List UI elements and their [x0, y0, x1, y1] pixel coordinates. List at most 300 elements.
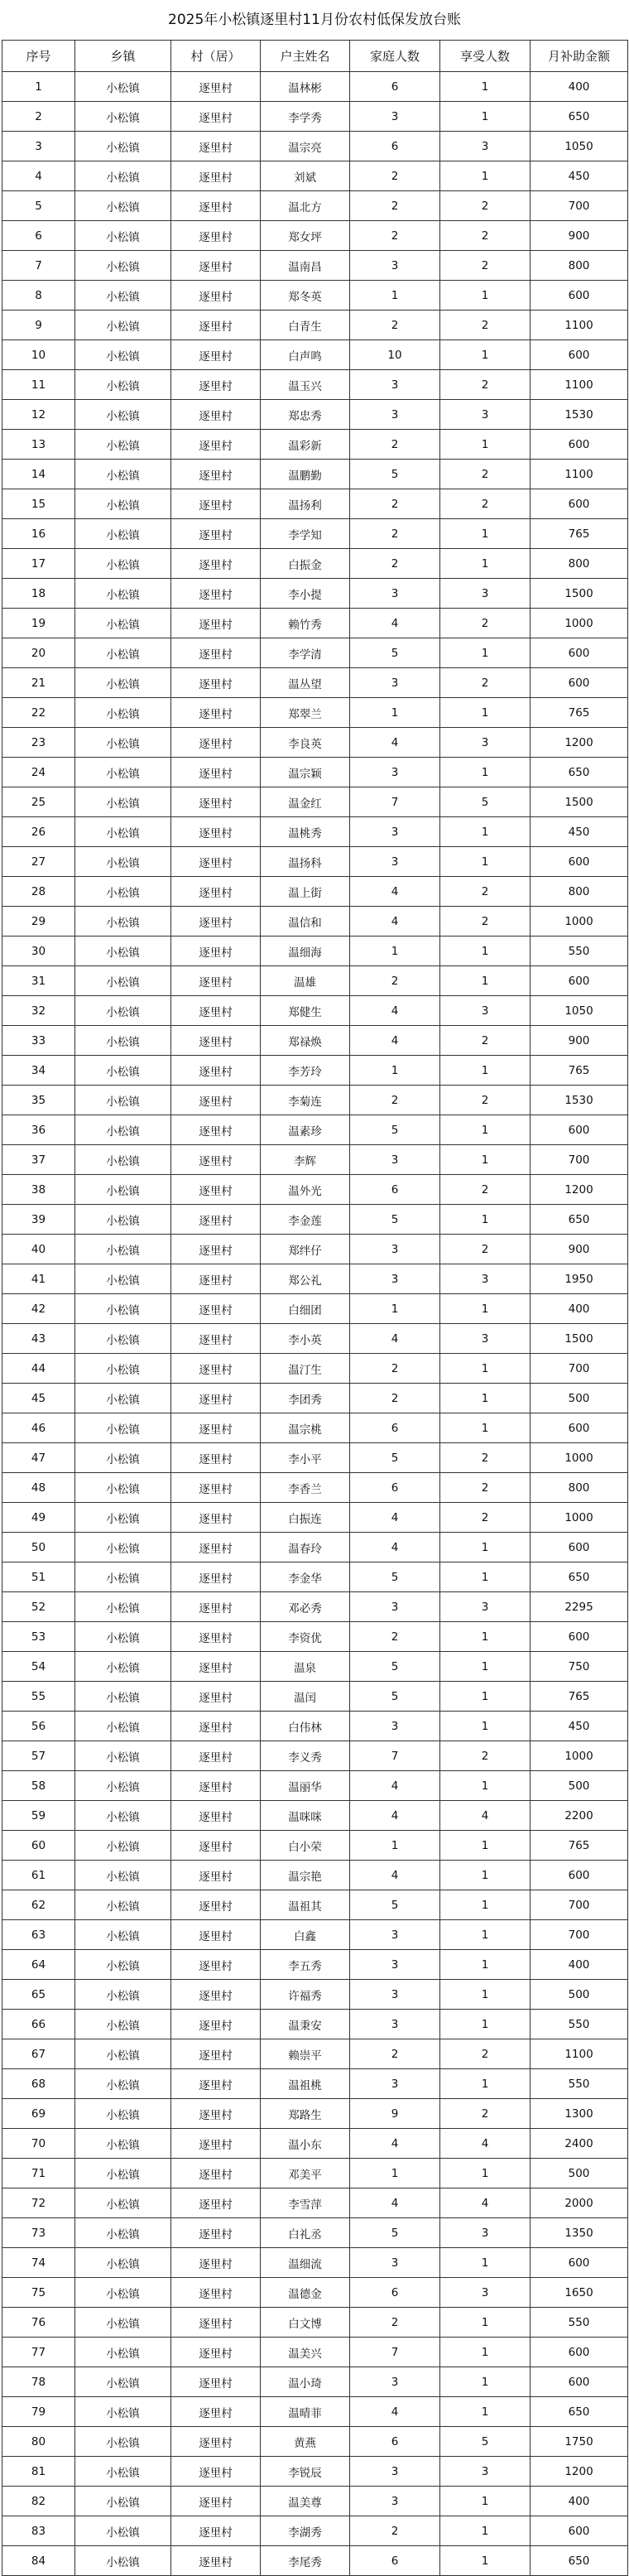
village-cell: 逐里村 — [171, 698, 261, 728]
family-size-cell: 5 — [350, 1443, 440, 1473]
monthly-subsidy-cell: 1200 — [531, 1175, 628, 1205]
householder-cell: 温宗桃 — [261, 1413, 350, 1443]
seq-cell: 83 — [2, 2516, 75, 2546]
village-cell: 逐里村 — [171, 1294, 261, 1324]
beneficiaries-cell: 2 — [440, 1235, 531, 1264]
beneficiaries-cell: 1 — [440, 698, 531, 728]
householder-cell: 郑公礼 — [261, 1264, 350, 1294]
table-row — [2, 221, 628, 251]
monthly-subsidy-cell: 400 — [531, 72, 628, 102]
beneficiaries-cell: 1 — [440, 2308, 531, 2338]
family-size-cell: 4 — [350, 1503, 440, 1533]
seq-cell: 18 — [2, 579, 75, 609]
township-cell: 小松镇 — [75, 966, 171, 996]
village-cell: 逐里村 — [171, 638, 261, 668]
seq-cell: 23 — [2, 728, 75, 758]
monthly-subsidy-cell: 500 — [531, 1384, 628, 1413]
township-cell: 小松镇 — [75, 668, 171, 698]
table-row — [2, 2457, 628, 2487]
beneficiaries-cell: 3 — [440, 2457, 531, 2487]
family-size-cell: 1 — [350, 698, 440, 728]
township-cell: 小松镇 — [75, 2069, 171, 2099]
seq-cell: 2 — [2, 102, 75, 132]
township-cell: 小松镇 — [75, 1235, 171, 1264]
family-size-cell: 5 — [350, 1890, 440, 1920]
monthly-subsidy-cell: 2200 — [531, 1801, 628, 1831]
monthly-subsidy-cell: 600 — [531, 966, 628, 996]
table-row — [2, 1831, 628, 1861]
table-row — [2, 1324, 628, 1354]
seq-cell: 81 — [2, 2457, 75, 2487]
family-size-cell: 3 — [350, 1950, 440, 1980]
table-row — [2, 519, 628, 549]
householder-cell: 李金华 — [261, 1562, 350, 1592]
family-size-cell: 3 — [350, 1264, 440, 1294]
monthly-subsidy-cell: 900 — [531, 221, 628, 251]
monthly-subsidy-cell: 1500 — [531, 579, 628, 609]
monthly-subsidy-cell: 650 — [531, 2546, 628, 2576]
beneficiaries-cell: 1 — [440, 638, 531, 668]
table-row — [2, 2010, 628, 2039]
township-cell: 小松镇 — [75, 2159, 171, 2188]
householder-cell: 温北方 — [261, 191, 350, 221]
village-cell: 逐里村 — [171, 2010, 261, 2039]
monthly-subsidy-cell: 750 — [531, 1652, 628, 1682]
village-cell: 逐里村 — [171, 489, 261, 519]
village-cell: 逐里村 — [171, 1652, 261, 1682]
seq-cell: 48 — [2, 1473, 75, 1503]
table-row — [2, 1294, 628, 1324]
township-cell: 小松镇 — [75, 1920, 171, 1950]
village-cell: 逐里村 — [171, 1413, 261, 1443]
township-cell: 小松镇 — [75, 937, 171, 966]
householder-cell: 郑冬英 — [261, 281, 350, 311]
seq-cell: 72 — [2, 2188, 75, 2218]
table-row — [2, 102, 628, 132]
householder-cell: 李辉 — [261, 1145, 350, 1175]
village-cell: 逐里村 — [171, 2397, 261, 2427]
householder-cell: 郑绊仔 — [261, 1235, 350, 1264]
township-cell: 小松镇 — [75, 430, 171, 460]
family-size-cell: 1 — [350, 1831, 440, 1861]
seq-cell: 24 — [2, 758, 75, 787]
township-cell: 小松镇 — [75, 728, 171, 758]
table-row — [2, 698, 628, 728]
householder-cell: 温小琦 — [261, 2367, 350, 2397]
township-cell: 小松镇 — [75, 1861, 171, 1890]
village-cell: 逐里村 — [171, 1503, 261, 1533]
seq-cell: 6 — [2, 221, 75, 251]
beneficiaries-cell: 1 — [440, 1712, 531, 1741]
village-cell: 逐里村 — [171, 1801, 261, 1831]
seq-cell: 5 — [2, 191, 75, 221]
monthly-subsidy-cell: 500 — [531, 2159, 628, 2188]
family-size-cell: 3 — [350, 1235, 440, 1264]
table-row — [2, 1175, 628, 1205]
seq-cell: 43 — [2, 1324, 75, 1354]
beneficiaries-cell: 1 — [440, 966, 531, 996]
township-cell: 小松镇 — [75, 1980, 171, 2010]
family-size-cell: 2 — [350, 430, 440, 460]
family-size-cell: 3 — [350, 2010, 440, 2039]
family-size-cell: 2 — [350, 1354, 440, 1384]
table-row — [2, 2129, 628, 2159]
householder-cell: 温晴菲 — [261, 2397, 350, 2427]
beneficiaries-cell: 1 — [440, 1622, 531, 1652]
monthly-subsidy-cell: 600 — [531, 281, 628, 311]
seq-cell: 35 — [2, 1086, 75, 1115]
table-row — [2, 966, 628, 996]
householder-cell: 许福秀 — [261, 1980, 350, 2010]
householder-cell: 赖崇平 — [261, 2039, 350, 2069]
table-row — [2, 430, 628, 460]
table-row — [2, 1205, 628, 1235]
family-size-cell: 2 — [350, 221, 440, 251]
family-size-cell: 2 — [350, 519, 440, 549]
township-cell: 小松镇 — [75, 2516, 171, 2546]
family-size-cell: 3 — [350, 1592, 440, 1622]
householder-cell: 李小英 — [261, 1324, 350, 1354]
village-cell: 逐里村 — [171, 191, 261, 221]
householder-cell: 温宗艳 — [261, 1861, 350, 1890]
family-size-cell: 4 — [350, 1801, 440, 1831]
table-row — [2, 2367, 628, 2397]
village-cell: 逐里村 — [171, 966, 261, 996]
seq-cell: 56 — [2, 1712, 75, 1741]
table-row — [2, 847, 628, 877]
householder-cell: 郑忠秀 — [261, 400, 350, 430]
township-cell: 小松镇 — [75, 1771, 171, 1801]
table-row — [2, 460, 628, 489]
householder-cell: 白振金 — [261, 549, 350, 579]
monthly-subsidy-cell: 800 — [531, 877, 628, 907]
seq-cell: 68 — [2, 2069, 75, 2099]
family-size-cell: 3 — [350, 2367, 440, 2397]
monthly-subsidy-cell: 600 — [531, 668, 628, 698]
beneficiaries-cell: 2 — [440, 1443, 531, 1473]
family-size-cell: 5 — [350, 2218, 440, 2248]
township-cell: 小松镇 — [75, 2427, 171, 2457]
family-size-cell: 6 — [350, 132, 440, 161]
seq-cell: 84 — [2, 2546, 75, 2576]
householder-cell: 白小荣 — [261, 1831, 350, 1861]
beneficiaries-cell: 1 — [440, 1890, 531, 1920]
village-cell: 逐里村 — [171, 1712, 261, 1741]
beneficiaries-cell: 1 — [440, 1831, 531, 1861]
beneficiaries-cell: 3 — [440, 1592, 531, 1622]
column-header-householder: 户主姓名 — [261, 41, 350, 72]
township-cell: 小松镇 — [75, 549, 171, 579]
township-cell: 小松镇 — [75, 2487, 171, 2516]
seq-cell: 7 — [2, 251, 75, 281]
village-cell: 逐里村 — [171, 1890, 261, 1920]
family-size-cell: 5 — [350, 1115, 440, 1145]
beneficiaries-cell: 1 — [440, 2397, 531, 2427]
seq-cell: 65 — [2, 1980, 75, 2010]
village-cell: 逐里村 — [171, 2099, 261, 2129]
village-cell: 逐里村 — [171, 460, 261, 489]
monthly-subsidy-cell: 1100 — [531, 311, 628, 340]
family-size-cell: 2 — [350, 311, 440, 340]
township-cell: 小松镇 — [75, 1950, 171, 1980]
seq-cell: 79 — [2, 2397, 75, 2427]
village-cell: 逐里村 — [171, 1473, 261, 1503]
householder-cell: 温彩新 — [261, 430, 350, 460]
seq-cell: 66 — [2, 2010, 75, 2039]
village-cell: 逐里村 — [171, 1056, 261, 1086]
monthly-subsidy-cell: 900 — [531, 1026, 628, 1056]
family-size-cell: 5 — [350, 638, 440, 668]
table-row — [2, 1562, 628, 1592]
township-cell: 小松镇 — [75, 1592, 171, 1622]
table-row — [2, 2188, 628, 2218]
seq-cell: 14 — [2, 460, 75, 489]
column-header-township: 乡镇 — [75, 41, 171, 72]
monthly-subsidy-cell: 1000 — [531, 1503, 628, 1533]
monthly-subsidy-cell: 650 — [531, 102, 628, 132]
beneficiaries-cell: 1 — [440, 1115, 531, 1145]
village-cell: 逐里村 — [171, 2457, 261, 2487]
householder-cell: 邓美平 — [261, 2159, 350, 2188]
householder-cell: 白鑫 — [261, 1920, 350, 1950]
beneficiaries-cell: 3 — [440, 2278, 531, 2308]
township-cell: 小松镇 — [75, 817, 171, 847]
monthly-subsidy-cell: 600 — [531, 340, 628, 370]
householder-cell: 赖竹秀 — [261, 609, 350, 638]
householder-cell: 温汀生 — [261, 1354, 350, 1384]
table-row — [2, 1652, 628, 1682]
table-row — [2, 1712, 628, 1741]
householder-cell: 白细团 — [261, 1294, 350, 1324]
beneficiaries-cell: 1 — [440, 1562, 531, 1592]
householder-cell: 李义秀 — [261, 1741, 350, 1771]
township-cell: 小松镇 — [75, 1473, 171, 1503]
table-row — [2, 2039, 628, 2069]
family-size-cell: 2 — [350, 1384, 440, 1413]
beneficiaries-cell: 1 — [440, 161, 531, 191]
township-cell: 小松镇 — [75, 1652, 171, 1682]
family-size-cell: 2 — [350, 1622, 440, 1652]
table-row — [2, 1264, 628, 1294]
beneficiaries-cell: 2 — [440, 1473, 531, 1503]
householder-cell: 温春玲 — [261, 1533, 350, 1562]
monthly-subsidy-cell: 1100 — [531, 460, 628, 489]
township-cell: 小松镇 — [75, 1503, 171, 1533]
village-cell: 逐里村 — [171, 1950, 261, 1980]
beneficiaries-cell: 5 — [440, 2427, 531, 2457]
seq-cell: 64 — [2, 1950, 75, 1980]
seq-cell: 73 — [2, 2218, 75, 2248]
householder-cell: 温咪咪 — [261, 1801, 350, 1831]
township-cell: 小松镇 — [75, 1205, 171, 1235]
family-size-cell: 3 — [350, 2248, 440, 2278]
township-cell: 小松镇 — [75, 489, 171, 519]
beneficiaries-cell: 1 — [440, 1354, 531, 1384]
table-row — [2, 1473, 628, 1503]
table-row — [2, 1026, 628, 1056]
beneficiaries-cell: 5 — [440, 787, 531, 817]
village-cell: 逐里村 — [171, 430, 261, 460]
monthly-subsidy-cell: 600 — [531, 2248, 628, 2278]
table-row — [2, 1413, 628, 1443]
beneficiaries-cell: 2 — [440, 460, 531, 489]
page-title: 2025年小松镇逐里村11月份农村低保发放台账 — [168, 12, 461, 28]
column-header-beneficiaries: 享受人数 — [440, 41, 531, 72]
table-row — [2, 340, 628, 370]
family-size-cell: 4 — [350, 1771, 440, 1801]
monthly-subsidy-cell: 600 — [531, 2338, 628, 2367]
monthly-subsidy-cell: 600 — [531, 1861, 628, 1890]
beneficiaries-cell: 3 — [440, 400, 531, 430]
table-row — [2, 877, 628, 907]
beneficiaries-cell: 2 — [440, 221, 531, 251]
township-cell: 小松镇 — [75, 1115, 171, 1145]
householder-cell: 白青生 — [261, 311, 350, 340]
family-size-cell: 2 — [350, 2308, 440, 2338]
seq-cell: 53 — [2, 1622, 75, 1652]
township-cell: 小松镇 — [75, 1086, 171, 1115]
village-cell: 逐里村 — [171, 1741, 261, 1771]
beneficiaries-cell: 2 — [440, 370, 531, 400]
beneficiaries-cell: 1 — [440, 1861, 531, 1890]
monthly-subsidy-cell: 1950 — [531, 1264, 628, 1294]
beneficiaries-cell: 2 — [440, 907, 531, 937]
table-row — [2, 1950, 628, 1980]
table-row — [2, 907, 628, 937]
monthly-subsidy-cell: 600 — [531, 2367, 628, 2397]
monthly-subsidy-cell: 765 — [531, 1682, 628, 1712]
village-cell: 逐里村 — [171, 2248, 261, 2278]
township-cell: 小松镇 — [75, 1145, 171, 1175]
table-row — [2, 2338, 628, 2367]
township-cell: 小松镇 — [75, 1562, 171, 1592]
family-size-cell: 1 — [350, 1294, 440, 1324]
monthly-subsidy-cell: 600 — [531, 847, 628, 877]
seq-cell: 62 — [2, 1890, 75, 1920]
monthly-subsidy-cell: 1200 — [531, 728, 628, 758]
village-cell: 逐里村 — [171, 1145, 261, 1175]
monthly-subsidy-cell: 800 — [531, 251, 628, 281]
table-row — [2, 1443, 628, 1473]
table-row — [2, 1801, 628, 1831]
householder-cell: 温扬利 — [261, 489, 350, 519]
family-size-cell: 2 — [350, 161, 440, 191]
beneficiaries-cell: 2 — [440, 1503, 531, 1533]
village-cell: 逐里村 — [171, 996, 261, 1026]
table-row — [2, 579, 628, 609]
family-size-cell: 3 — [350, 1920, 440, 1950]
village-cell: 逐里村 — [171, 2039, 261, 2069]
seq-cell: 44 — [2, 1354, 75, 1384]
seq-cell: 49 — [2, 1503, 75, 1533]
table-row — [2, 758, 628, 787]
monthly-subsidy-cell: 450 — [531, 161, 628, 191]
family-size-cell: 1 — [350, 281, 440, 311]
table-row — [2, 1771, 628, 1801]
village-cell: 逐里村 — [171, 1622, 261, 1652]
seq-cell: 1 — [2, 72, 75, 102]
village-cell: 逐里村 — [171, 728, 261, 758]
beneficiaries-cell: 1 — [440, 72, 531, 102]
householder-cell: 郑健生 — [261, 996, 350, 1026]
village-cell: 逐里村 — [171, 161, 261, 191]
householder-cell: 温金红 — [261, 787, 350, 817]
seq-cell: 21 — [2, 668, 75, 698]
township-cell: 小松镇 — [75, 787, 171, 817]
householder-cell: 李学秀 — [261, 102, 350, 132]
family-size-cell: 6 — [350, 1413, 440, 1443]
seq-cell: 31 — [2, 966, 75, 996]
beneficiaries-cell: 1 — [440, 2010, 531, 2039]
township-cell: 小松镇 — [75, 907, 171, 937]
householder-cell: 温扬科 — [261, 847, 350, 877]
family-size-cell: 3 — [350, 758, 440, 787]
beneficiaries-cell: 1 — [440, 1384, 531, 1413]
township-cell: 小松镇 — [75, 311, 171, 340]
beneficiaries-cell: 1 — [440, 2338, 531, 2367]
beneficiaries-cell: 1 — [440, 2487, 531, 2516]
householder-cell: 温泉 — [261, 1652, 350, 1682]
seq-cell: 37 — [2, 1145, 75, 1175]
householder-cell: 温桃秀 — [261, 817, 350, 847]
householder-cell: 李湖秀 — [261, 2516, 350, 2546]
township-cell: 小松镇 — [75, 579, 171, 609]
householder-cell: 温信和 — [261, 907, 350, 937]
family-size-cell: 6 — [350, 2278, 440, 2308]
table-row — [2, 1115, 628, 1145]
village-cell: 逐里村 — [171, 1861, 261, 1890]
family-size-cell: 1 — [350, 937, 440, 966]
township-cell: 小松镇 — [75, 191, 171, 221]
beneficiaries-cell: 3 — [440, 1264, 531, 1294]
table-row — [2, 2397, 628, 2427]
column-header-seq: 序号 — [2, 41, 75, 72]
village-cell: 逐里村 — [171, 1026, 261, 1056]
seq-cell: 27 — [2, 847, 75, 877]
family-size-cell: 2 — [350, 966, 440, 996]
monthly-subsidy-cell: 2000 — [531, 2188, 628, 2218]
township-cell: 小松镇 — [75, 161, 171, 191]
monthly-subsidy-cell: 1530 — [531, 1086, 628, 1115]
village-cell: 逐里村 — [171, 579, 261, 609]
seq-cell: 60 — [2, 1831, 75, 1861]
township-cell: 小松镇 — [75, 2039, 171, 2069]
seq-cell: 13 — [2, 430, 75, 460]
village-cell: 逐里村 — [171, 2338, 261, 2367]
family-size-cell: 6 — [350, 2546, 440, 2576]
village-cell: 逐里村 — [171, 1384, 261, 1413]
village-cell: 逐里村 — [171, 132, 261, 161]
family-size-cell: 2 — [350, 2039, 440, 2069]
seq-cell: 9 — [2, 311, 75, 340]
monthly-subsidy-cell: 1050 — [531, 132, 628, 161]
village-cell: 逐里村 — [171, 221, 261, 251]
seq-cell: 50 — [2, 1533, 75, 1562]
monthly-subsidy-cell: 700 — [531, 1920, 628, 1950]
householder-cell: 李香兰 — [261, 1473, 350, 1503]
beneficiaries-cell: 1 — [440, 102, 531, 132]
village-cell: 逐里村 — [171, 758, 261, 787]
monthly-subsidy-cell: 600 — [531, 1115, 628, 1145]
seq-cell: 77 — [2, 2338, 75, 2367]
monthly-subsidy-cell: 450 — [531, 817, 628, 847]
family-size-cell: 4 — [350, 728, 440, 758]
village-cell: 逐里村 — [171, 2278, 261, 2308]
seq-cell: 30 — [2, 937, 75, 966]
township-cell: 小松镇 — [75, 400, 171, 430]
village-cell: 逐里村 — [171, 1115, 261, 1145]
monthly-subsidy-cell: 765 — [531, 698, 628, 728]
